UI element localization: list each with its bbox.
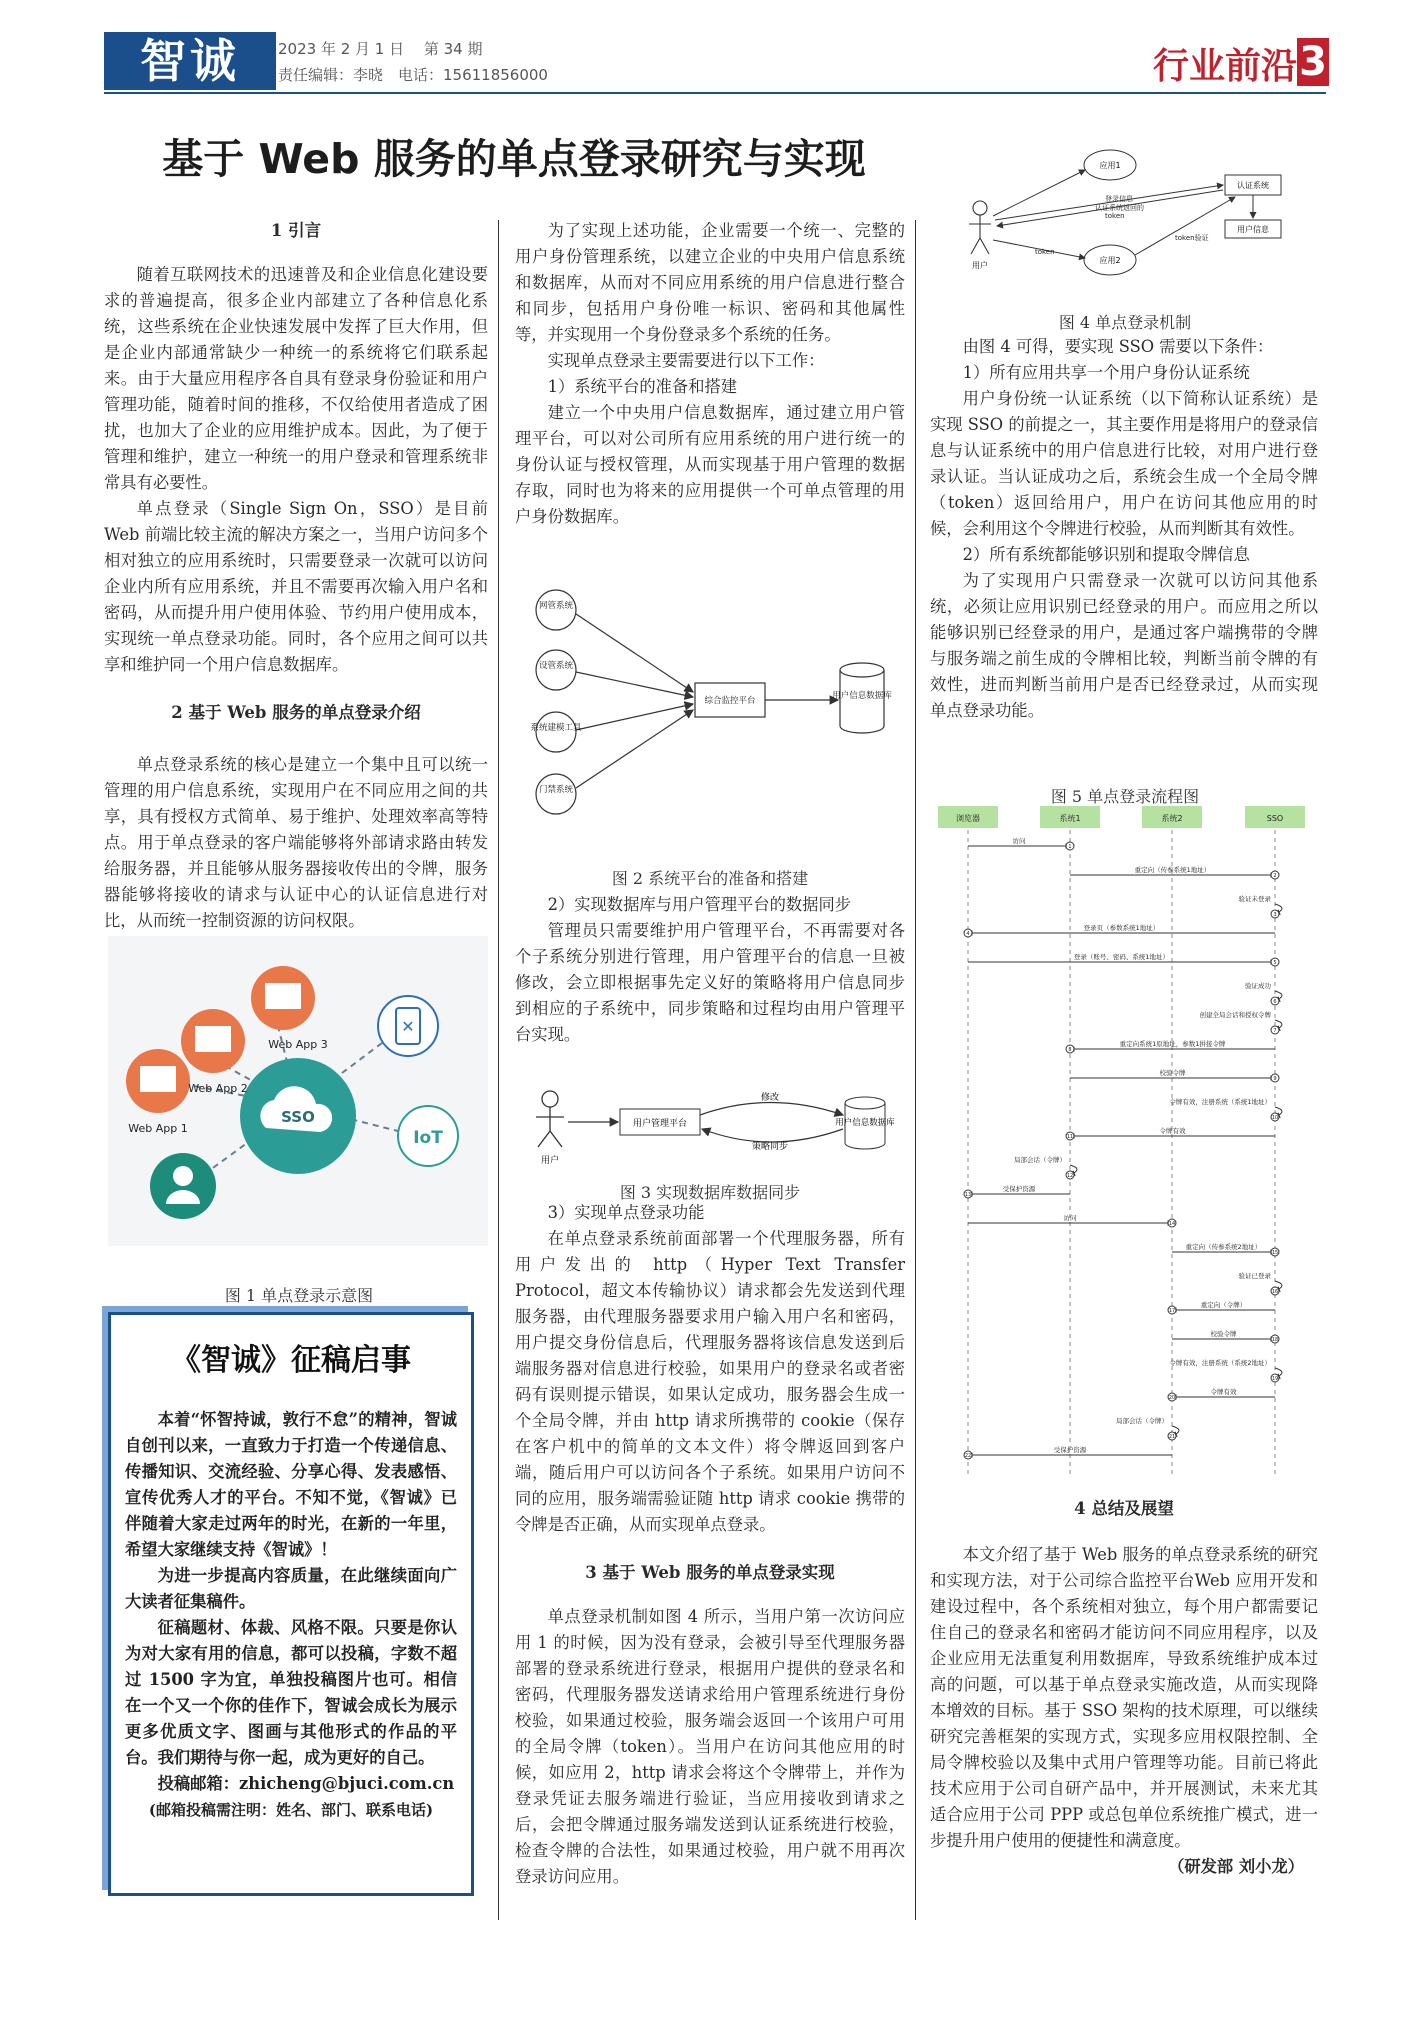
call-for-papers-title: 《智诚》征稿启事 <box>171 1343 411 1378</box>
paragraph: 1）系统平台的准备和搭建 <box>547 377 738 396</box>
actor-label: 系统1 <box>1059 814 1081 823</box>
step-number: 7 <box>1273 1028 1277 1034</box>
sso-label: SSO <box>281 1108 315 1126</box>
paragraph: 本文介绍了基于 Web 服务的单点登录系统的研究和实现方法，对于公司综合监控平台Web 应用开发和建设过程中，各个系统相对独立，每个用户都需要记住自己的登录名和密码才能访问不同应用程序，以及企业应用无法重复利用数据库，导致系统维护成本过高的问题，可以基于单点登录实施改造，从而实现降本增效的目标。基于 SSO 架构的技术原理，可以继续研究完善框架的实现方式，实现多应用权限控制、全局令牌校验以及集中式用户管理等功能。目前已将此技术应用于公司自研产品中，并开展测试，未来尤其适合应用于公司 PPP 或总包单位系统推广模式，进一步提升用户使用的便捷性和满意度。 <box>930 1545 1318 1850</box>
step-number: 15 <box>1271 1250 1279 1256</box>
column-2-top <box>515 218 905 530</box>
label: 认证系统返回的 <box>1095 204 1144 212</box>
label: 修改 <box>760 1093 780 1103</box>
figure-4 <box>935 140 1305 280</box>
message-label: 令牌有效 <box>1159 1127 1186 1135</box>
masthead-logo: 智诚 <box>104 32 276 90</box>
step-number: 19 <box>1271 1376 1279 1382</box>
message-label: 令牌有效，注册系统（系统2地址） <box>1169 1359 1271 1367</box>
issue-date: 2023 年 2 月 1 日 第 34 期 <box>278 40 483 58</box>
label: 系统建模工具 <box>530 723 582 733</box>
call-for-papers <box>108 1312 474 1896</box>
column-divider <box>915 220 916 1920</box>
column-2-mid <box>515 892 905 1048</box>
step-number: 12 <box>1066 1173 1074 1179</box>
column-3-top <box>930 334 1318 724</box>
label: 用户信息数据库 <box>835 1118 895 1128</box>
notice-email[interactable]: 投稿邮箱：zhicheng@bjuci.com.cn <box>157 1774 455 1793</box>
column-divider <box>498 220 499 1920</box>
paragraph: 在单点登录系统前面部署一个代理服务器，所有用户发出的 http（Hyper Text Transfer Protocol，超文本传输协议）请求都会先发送到代理服务器，由代理服务器要求用户输入用户名和密码，用户提交身份信息后，代理服务器将该信息发送到后端服务器对信息进行校验，如果用户的登录名或者密码有误则提示错误，如果认定成功，服务器会生成一个全局令牌，并由 http 请求所携带的 cookie（保存在客户机中的简单的文本文件）将令牌返回到客户端，随后用户可以访问各个子系统。如果用户访问不同的应用，服务端需验证随 http 请求 cookie 携带的令牌是否正确，从而实现单点登录。 <box>515 1229 905 1534</box>
paragraph: 实现单点登录主要需要进行以下工作： <box>547 351 825 370</box>
paragraph: 2）所有系统都能够识别和提取令牌信息 <box>962 545 1250 564</box>
label: 用户管理平台 <box>632 1119 688 1129</box>
sso-diagram <box>108 936 488 1246</box>
heading-section-3: 3 基于 Web 服务的单点登录实现 <box>585 1563 835 1582</box>
message-label: 令牌有效，注册系统（系统1地址） <box>1169 1098 1271 1106</box>
message-label: 校验令牌 <box>1210 1330 1237 1338</box>
step-number: 18 <box>1271 1337 1279 1343</box>
message-label: 验证成功 <box>1245 982 1271 990</box>
label: 设管系统 <box>538 661 574 671</box>
paragraph: 单点登录（Single Sign On，SSO）是目前Web 前端比较主流的解决方案之一，当用户访问多个相对独立的应用系统时，只需要登录一次就可以访问企业内所有应用系统，并且不需要再次输入用户名和密码，从而提升用户使用体验、节约用户使用成本，实现统一单点登录功能。同时，各个应用之间可以共享和维护同一个用户信息数据库。 <box>104 499 488 674</box>
paragraph: 用户身份统一认证系统（以下简称认证系统）是实现 SSO 的前提之一，其主要作用是将用户的登录信息与认证系统中的用户信息进行比较，对用户进行登录认证。当认证成功之后，系统会生成一个全局令牌（token）返回给用户，用户在访问其他应用的时候，会利用这个令牌进行校验，从而判断其有效性。 <box>930 389 1318 538</box>
label: 综合监控平台 <box>704 696 756 706</box>
step-number: 14 <box>1168 1221 1176 1227</box>
label: token <box>1035 248 1055 256</box>
message-label: 登录页（参数系统1地址） <box>1083 924 1160 932</box>
figure-5-caption: 图 5 单点登录流程图 <box>1050 787 1200 806</box>
message-label: 登录（账号、密码、系统1地址） <box>1073 953 1170 961</box>
message-label: 验证已登录 <box>1238 1272 1271 1280</box>
heading-section-2: 2 基于 Web 服务的单点登录介绍 <box>171 703 421 722</box>
actor-label: 浏览器 <box>956 814 980 823</box>
author: （研发部 刘小龙） <box>1168 1857 1304 1876</box>
message-label: 重定向（令牌） <box>1200 1301 1247 1309</box>
step-number: 21 <box>1168 1434 1176 1440</box>
message-label: 创建全局会话和授权令牌 <box>1199 1011 1271 1019</box>
article-title: 基于 Web 服务的单点登录研究与实现 <box>162 135 866 183</box>
figure-2-caption: 图 2 系统平台的准备和搭建 <box>611 869 809 888</box>
actor-label: 系统2 <box>1161 814 1183 823</box>
message-label: 访问 <box>1012 837 1026 845</box>
section-label: 行业前沿 <box>1152 46 1297 87</box>
paragraph: 2）实现数据库与用户管理平台的数据同步 <box>547 895 852 914</box>
figure-1-caption: 图 1 单点登录示意图 <box>224 1286 374 1305</box>
step-number: 22 <box>964 1453 972 1459</box>
step-number: 17 <box>1168 1308 1176 1314</box>
paragraph: 单点登录机制如图 4 所示，当用户第一次访问应用 1 的时候，因为没有登录，会被引导至代理服务器部署的登录系统进行登录，根据用户提供的登录名和密码，代理服务器发送请求给用户管理系统进行身份校验，如果通过校验，服务端会返回一个该用户可用的全局令牌（token）。当用户在访问其他应用的时候，如应用 2，http 请求会将这个令牌带上，并作为登录凭证去服务端进行验证，当应用接收到请求之后，会把令牌通过服务端发送到认证系统进行校验，检查令牌的合法性，如果通过校验，用户就不用再次登录访问应用。 <box>515 1607 905 1886</box>
step-number: 4 <box>966 931 970 937</box>
paragraph: 为了实现用户只需登录一次就可以访问其他系统，必须让应用识别已经登录的用户。而应用之所以能够识别已经登录的用户，是通过客户端携带的令牌与服务端之前生成的令牌相比较，判断当前令牌的有效性，进而判断当前用户是否已经登录过，从而实现单点登录功能。 <box>930 571 1318 720</box>
web-app-3-label: Web App 3 <box>268 1038 328 1051</box>
label: 网管系统 <box>538 601 574 611</box>
label: 应用2 <box>1099 256 1121 265</box>
message-label: 重定向系统1原地址，参数1拼接令牌 <box>1119 1040 1226 1048</box>
label: 用户信息数据库 <box>832 691 892 701</box>
label: 用户信息 <box>1237 225 1269 234</box>
step-number: 9 <box>1273 1076 1277 1082</box>
column-3-bottom <box>930 1496 1318 1880</box>
message-label: 受保护资源 <box>1053 1446 1087 1454</box>
step-number: 8 <box>1068 1047 1072 1053</box>
web-app-2-label: Web App 2 <box>188 1082 248 1095</box>
paragraph: 建立一个中央用户信息数据库，通过建立用户管理平台，可以对公司所有应用系统的用户进行统一的身份认证与授权管理，从而实现基于用户管理的数据存取，同时也为将来的应用提供一个可单点管理的用户身份数据库。 <box>515 403 905 526</box>
paragraph: 1）所有应用共享一个用户身份认证系统 <box>962 363 1250 382</box>
message-label: 访问 <box>1063 1214 1077 1222</box>
paragraph: 3）实现单点登录功能 <box>547 1203 705 1222</box>
svg-text:✕: ✕ <box>401 1017 415 1036</box>
step-number: 20 <box>1168 1395 1176 1401</box>
page-number: 3 <box>1297 38 1329 86</box>
step-number: 16 <box>1271 1289 1279 1295</box>
node-user-db <box>840 670 884 733</box>
label: 门禁系统 <box>538 785 574 795</box>
user-figure <box>536 1091 564 1147</box>
paragraph: 管理员只需要维护用户管理平台，不再需要对各个子系统分别进行管理，用户管理平台的信息一旦被修改，会立即根据事先定义好的策略将用户信息同步到相应的子系统中，同步策略和过程均由用户管理平台实现。 <box>515 921 905 1044</box>
message-label: 重定向（传参系统1地址） <box>1134 866 1211 874</box>
paragraph: 由图 4 可得，要实现 SSO 需要以下条件： <box>962 337 1274 356</box>
figure-4-caption: 图 4 单点登录机制 <box>1058 313 1192 332</box>
message-label: 校验令牌 <box>1159 1069 1186 1077</box>
message-label: 局部会话（令牌） <box>1116 1417 1168 1425</box>
figure-2 <box>520 580 900 820</box>
label: 登录信息 <box>1105 195 1133 203</box>
step-number: 11 <box>1066 1134 1074 1140</box>
step-number: 3 <box>1273 912 1277 918</box>
heading-section-4: 4 总结及展望 <box>1074 1499 1174 1518</box>
label: token <box>1105 212 1125 220</box>
label: 用户 <box>972 261 988 270</box>
step-number: 1 <box>1068 844 1072 850</box>
user-figure <box>969 201 991 254</box>
figure-5-sequence <box>930 806 1320 1486</box>
web-app-1-label: Web App 1 <box>128 1122 188 1135</box>
label: 策略同步 <box>751 1142 789 1152</box>
step-number: 6 <box>1273 999 1277 1005</box>
step-number: 2 <box>1273 873 1277 879</box>
message-label: 重定向（传参系统2地址） <box>1185 1243 1262 1251</box>
notice-paragraph: 本着“怀智持诚，敦行不怠”的精神，智诚自创刊以来，一直致力于打造一个传递信息、传播知识、交流经验、分享心得、发表感悟、宣传优秀人才的平台。不知不觉，《智诚》已伴随着大家走过两年的时光，在新的一年里，希望大家继续支持《智诚》！ <box>125 1410 457 1559</box>
figure-3-caption: 图 3 实现数据库数据同步 <box>619 1183 801 1202</box>
heading-intro: 1 引言 <box>270 221 322 240</box>
label: 认证系统 <box>1237 181 1269 190</box>
header-rule <box>104 92 1326 94</box>
editor-line: 责任编辑：李晓 电话：15611856000 <box>278 66 548 84</box>
step-number: 13 <box>964 1192 972 1198</box>
notice-paragraph: 为进一步提高内容质量，在此继续面向广大读者征集稿件。 <box>125 1566 457 1611</box>
actor-label: SSO <box>1266 814 1284 823</box>
step-number: 10 <box>1271 1115 1279 1121</box>
column-1 <box>104 218 488 934</box>
notice-paragraph: 征稿题材、体裁、风格不限。只要是你认为对大家有用的信息，都可以投稿，字数不超过 1500 字为宜，单独投稿图片也可。相信在一个又一个你的佳作下，智诚会成长为展示更多优质文字、图画与其他形式的作品的平台。我们期待与你一起，成为更好的自己。 <box>125 1618 457 1767</box>
paragraph: 为了实现上述功能，企业需要一个统一、完整的用户身份管理系统，以建立企业的中央用户信息系统和数据库，从而对不同应用系统的用户信息进行整合和同步，包括用户身份唯一标识、密码和其他属性等，并实现用一个身份登录多个系统的任务。 <box>515 221 905 344</box>
label: token验证 <box>1175 234 1209 242</box>
message-label: 令牌有效 <box>1210 1388 1237 1396</box>
message-label: 局部会话（令牌） <box>1014 1156 1066 1164</box>
column-2-bottom <box>515 1200 905 1890</box>
iot-label: IoT <box>413 1128 443 1148</box>
notice-note: (邮箱投稿需注明：姓名、部门、联系电话) <box>148 1801 434 1819</box>
figure-1 <box>108 936 488 1246</box>
label: 用户 <box>540 1156 560 1166</box>
step-number: 5 <box>1273 960 1277 966</box>
figure-3 <box>520 1085 900 1175</box>
label: 应用1 <box>1099 161 1121 170</box>
paragraph: 单点登录系统的核心是建立一个集中且可以统一管理的用户信息系统，实现用户在不同应用之间的共享，具有授权方式简单、易于维护、处理效率高等特点。用于单点登录的客户端能够将外部请求路由转发给服务器，并且能够从服务器接收传出的令牌，服务器能够将接收的请求与认证中心的认证信息进行对比，从而统一控制资源的访问权限。 <box>104 755 488 930</box>
message-label: 受保护资源 <box>1002 1185 1036 1193</box>
message-label: 验证未登录 <box>1238 895 1271 903</box>
paragraph: 随着互联网技术的迅速普及和企业信息化建设要求的普遍提高，很多企业内部建立了各种信息化系统，这些系统在企业快速发展中发挥了巨大作用，但是企业内部通常缺少一种统一的系统将它们联系起来。由于大量应用程序各自具有登录身份验证和用户管理功能，随着时间的推移，不仅给使用者造成了困扰，也加大了企业的应用维护成本。因此，为了便于管理和维护，建立一种统一的用户登录和管理系统非常具有必要性。 <box>104 265 488 492</box>
